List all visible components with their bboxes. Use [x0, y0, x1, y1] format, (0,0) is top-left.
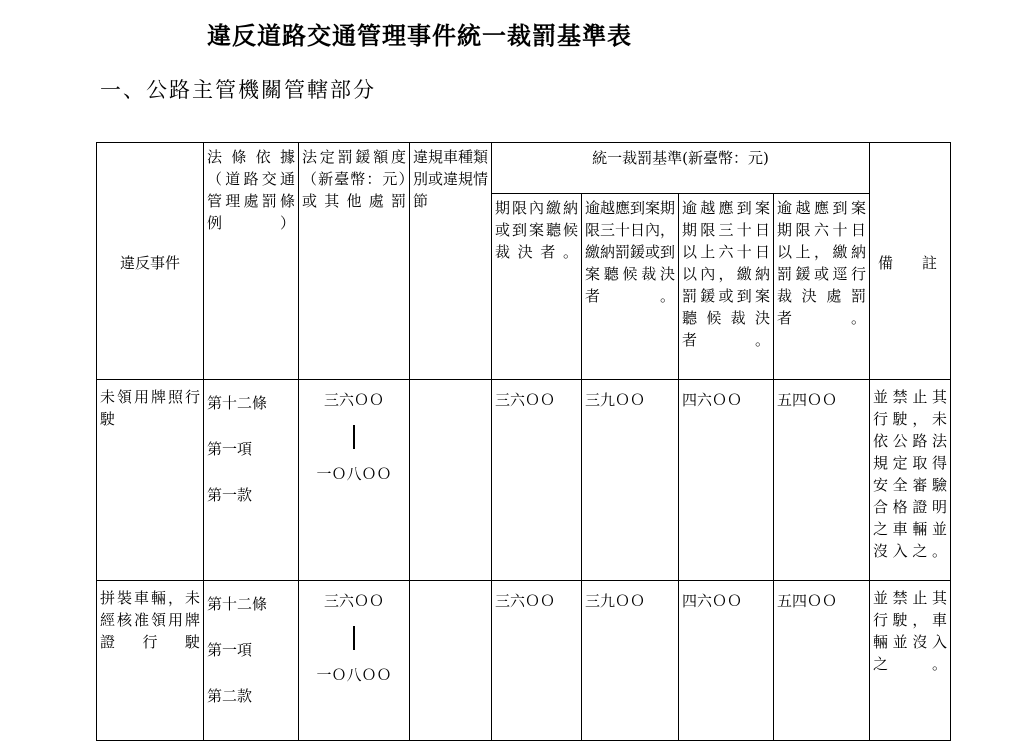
law-cell: 第十二條 第一項 第二款 — [204, 581, 299, 741]
header-remarks: 備 註 — [870, 143, 951, 380]
header-law-basis: 法條依據（道路交通管理處罰條例） — [204, 143, 299, 380]
header-over-60-days: 逾越應到案期限六十日以上，繳納罰鍰或逕行裁決處罰者。 — [774, 194, 870, 380]
vehicle-cell — [410, 380, 492, 581]
event-cell: 未領用牌照行駛 — [97, 380, 204, 581]
amount-cell: 三六ＯＯ — [492, 380, 582, 581]
header-fine-range: 法定罰鍰額度（新臺幣：元）或其他處罰 — [299, 143, 410, 380]
amount-cell: 三九ＯＯ — [582, 581, 679, 741]
amount-cell: 四六ＯＯ — [679, 380, 774, 581]
header-unified-standard: 統一裁罰基準(新臺幣：元) — [492, 143, 870, 194]
range-bar — [353, 425, 355, 449]
amount-cell: 五四ＯＯ — [774, 380, 870, 581]
remarks-cell: 並禁止其行駛，車輛並沒入之。 — [870, 581, 951, 741]
amount-cell: 三九ＯＯ — [582, 380, 679, 581]
table-row — [97, 581, 951, 741]
header-within-30-days: 逾越應到案期限三十日內，繳納罰鍰或到案聽候裁決者。 — [582, 194, 679, 380]
range-bar — [353, 626, 355, 650]
document-title: 違反道路交通管理事件統一裁罰基準表 — [207, 21, 632, 50]
header-event: 違反事件 — [97, 143, 204, 380]
fine-range-cell: 三六ＯＯ 一Ｏ八ＯＯ — [299, 581, 410, 741]
fine-range-cell: 三六ＯＯ 一Ｏ八ＯＯ — [299, 380, 410, 581]
header-within-deadline: 期限內繳納或到案聽候裁決者。 — [492, 194, 582, 380]
header-30-to-60-days: 逾越應到案期限三十日以上六十日以內，繳納罰鍰或到案聽候裁決者。 — [679, 194, 774, 380]
section-heading: 一、公路主管機關管轄部分 — [100, 78, 376, 102]
penalty-standard-table — [96, 142, 951, 741]
vehicle-cell — [410, 581, 492, 741]
table-row — [97, 380, 951, 581]
law-cell: 第十二條 第一項 第一款 — [204, 380, 299, 581]
amount-cell: 五四ＯＯ — [774, 581, 870, 741]
amount-cell: 三六ＯＯ — [492, 581, 582, 741]
amount-cell: 四六ＯＯ — [679, 581, 774, 741]
remarks-cell: 並禁止其行駛，未依公路法規定取得安全審驗合格證明之車輛並沒入之。 — [870, 380, 951, 581]
event-cell: 拼裝車輛，未經核准領用牌證行駛 — [97, 581, 204, 741]
header-vehicle-type: 違規車種類別或違規情節 — [410, 143, 492, 380]
